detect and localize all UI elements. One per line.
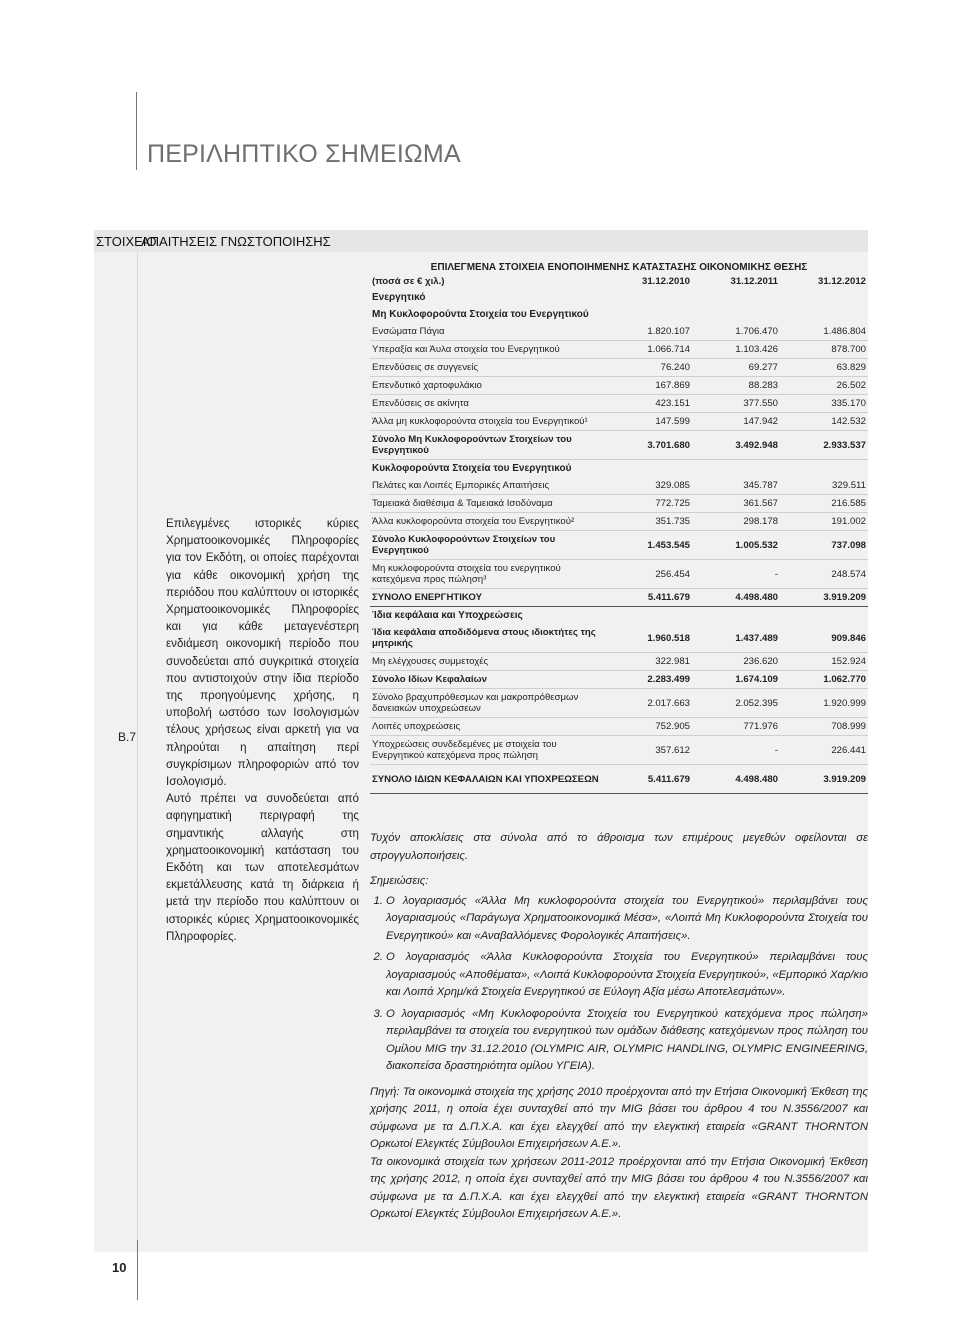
cell-value: 3.492.948 (692, 431, 780, 460)
source-note: Τα οικονομικά στοιχεία των χρήσεων 2011-2012 προέρχονται από την Ετήσια Οικονομική Έκθεση της χρήσης 2012, η οποία έχει συνταχθεί από την MIG βάσει του άρθρου 4 του Ν.3556/2007 και σύμφωνα με τα Δ.Π.Χ.Α. και έχει ελεγχθεί από την ελεγκτική εταιρεία «GRANT THORNTON Ορκωτοί Ελεγκτές Σύμβουλοι Επιχειρήσεων Α.Ε.». (370, 1155, 868, 1220)
section-heading: Ενεργητικό (372, 292, 426, 303)
cell-value: 322.981 (610, 653, 692, 671)
cell-value: 1.453.545 (610, 531, 692, 560)
cell-value: 3.919.209 (780, 765, 868, 794)
cell-value: 4.498.480 (692, 765, 780, 794)
cell-value: 147.942 (692, 413, 780, 431)
cell-value: 4.498.480 (692, 589, 780, 607)
header-item-column: ΣΤΟΙΧΕΙΟ (96, 234, 157, 249)
note-item: 1. Ο λογαριασμός «Άλλα Μη κυκλοφορούντα στοιχεία του Ενεργητικού» περιλαμβάνει τους λογαριασμούς «Παράγωγα Χρηματοοικονομικά Μέσα», «Λοιπά Μη Κυκλοφορούντα Στοιχεία του Ενεργητικού» και «Αναβαλλόμενες Φορολογικές Απαιτήσεις». (386, 893, 868, 946)
cell-value: 191.002 (780, 513, 868, 531)
cell-value: 256.454 (610, 560, 692, 589)
table-row (370, 477, 868, 495)
cell-value: 1.920.999 (780, 689, 868, 718)
cell-value: 335.170 (780, 395, 868, 413)
row-label: Υπεραξία και Άυλα στοιχεία του Ενεργητικού (370, 341, 610, 359)
cell-value: 772.725 (610, 495, 692, 513)
table-row (370, 359, 868, 377)
cell-value: 708.999 (780, 718, 868, 736)
total-row (370, 589, 868, 607)
cell-value: 142.532 (780, 413, 868, 431)
cell-value: 1.062.770 (780, 671, 868, 689)
page-title: ΠΕΡΙΛΗΠΤΙΚΟ ΣΗΜΕΙΩΜΑ (147, 140, 461, 168)
cell-value: 5.411.679 (610, 589, 692, 607)
source-note: Πηγή: Τα οικονομικά στοιχεία της χρήσης 2010 προέρχονται από την Ετήσια Οικονομική Έκθεση της χρήσης 2011, η οποία έχει συνταχθεί από την MIG βάσει του άρθρου 4 του Ν.3556/2007 και σύμφωνα με τα Δ.Π.Χ.Α. και έχει ελεγχθεί από την ελεγκτική εταιρεία «GRANT THORNTON Ορκωτοί Ελεγκτές Σύμβουλοι Επιχειρήσεων Α.Ε.». (370, 1085, 868, 1150)
row-label: Άλλα κυκλοφορούντα στοιχεία του Ενεργητικού² (370, 513, 610, 531)
row-label: Επενδύσεις σε ακίνητα (370, 395, 610, 413)
subtotal-row (370, 671, 868, 689)
section-heading: Κυκλοφορούντα Στοιχεία του Ενεργητικού (372, 463, 572, 474)
header-requirements-column: ΑΠΑΙΤΗΣΕΙΣ ΓΝΩΣΤΟΠΟΙΗΣΗΣ (141, 234, 331, 249)
notes-section (370, 830, 868, 1224)
table-row (370, 341, 868, 359)
row-label: Σύνολο Ιδίων Κεφαλαίων (370, 671, 610, 689)
cell-value: 147.599 (610, 413, 692, 431)
requirements-text (166, 515, 359, 945)
cell-value: 878.700 (780, 341, 868, 359)
row-label: Άλλα μη κυκλοφορούντα στοιχεία του Ενεργητικού¹ (370, 413, 610, 431)
section-heading: Ίδια κεφάλαια και Υποχρεώσεις (372, 610, 523, 621)
cell-value: 361.567 (692, 495, 780, 513)
row-label: ΣΥΝΟΛΟ ΙΔΙΩΝ ΚΕΦΑΛΑΙΩΝ ΚΑΙ ΥΠΟΧΡΕΩΣΕΩΝ (370, 765, 610, 794)
requirements-paragraph: Επιλεγμένες ιστορικές κύριες Χρηματοοικονομικές Πληροφορίες για τον Εκδότη, οι οποίες παρέχονται για κάθε οικονομική χρήση της περιόδου που καλύπτουν οι ιστορικές Χρηματοοικονομικές Πληροφορίες και για κάθε μεταγενέστερη ενδιάμεση οικονομική περίοδο που συνοδεύεται από συγκριτικά στοιχεία που αντιστοιχούν στην ίδια περίοδο της προηγούμενης χρήσης, η υποβολή ωστόσο των Ισολογισμών τέλους χρήσεως είναι αρκετή για να πληρούται η απαίτηση περί συγκρίσιμων πληροφοριών από τον Ισολογισμό. (166, 517, 359, 789)
year-header: 31.12.2012 (817, 275, 866, 287)
cell-value: 351.735 (610, 513, 692, 531)
top-divider (136, 92, 137, 170)
row-label: Σύνολο Κυκλοφορούντων Στοιχείων του Ενεργητικού (370, 531, 610, 560)
table-row (370, 560, 868, 589)
cell-value: 357.612 (610, 736, 692, 765)
section-heading: Μη Κυκλοφορούντα Στοιχεία του Ενεργητικού (372, 309, 589, 320)
unit-label: (ποσά σε € χιλ.) (372, 275, 445, 287)
column-separator (137, 252, 138, 1252)
cell-value: 3.919.209 (780, 589, 868, 607)
row-label: Ενσώματα Πάγια (370, 323, 610, 341)
cell-value: 26.502 (780, 377, 868, 395)
table-row (370, 736, 868, 765)
cell-value: 88.283 (692, 377, 780, 395)
table-row (370, 323, 868, 341)
cell-value: 226.441 (780, 736, 868, 765)
row-label: ΣΥΝΟΛΟ ΕΝΕΡΓΗΤΙΚΟΥ (370, 589, 610, 607)
cell-value: 2.933.537 (780, 431, 868, 460)
cell-value: 2.017.663 (610, 689, 692, 718)
financial-position-table (370, 262, 868, 794)
cell-value: 3.701.680 (610, 431, 692, 460)
cell-value: 752.905 (610, 718, 692, 736)
page-number: 10 (112, 1260, 127, 1275)
cell-value: 152.924 (780, 653, 868, 671)
subtotal-row (370, 531, 868, 560)
table-row (370, 513, 868, 531)
row-label: Μη κυκλοφορούντα στοιχεία του ενεργητικού κατεχόμενα προς πώληση³ (370, 560, 610, 589)
cell-value: 1.486.804 (780, 323, 868, 341)
cell-value: 5.411.679 (610, 765, 692, 794)
cell-value: 76.240 (610, 359, 692, 377)
cell-value: 236.620 (692, 653, 780, 671)
footer-divider (137, 1240, 138, 1300)
cell-value: 1.437.489 (692, 624, 780, 653)
cell-value: 1.674.109 (692, 671, 780, 689)
row-label: Επενδυτικό χαρτοφυλάκιο (370, 377, 610, 395)
table-row (370, 689, 868, 718)
cell-value: - (692, 560, 780, 589)
cell-value: 216.585 (780, 495, 868, 513)
table-row (370, 413, 868, 431)
cell-value: 329.511 (780, 477, 868, 495)
table-row (370, 624, 868, 653)
cell-value: 737.098 (780, 531, 868, 560)
row-label: Ταμειακά διαθέσιμα & Ταμειακά Ισοδύναμα (370, 495, 610, 513)
cell-value: 1.706.470 (692, 323, 780, 341)
cell-value: 377.550 (692, 395, 780, 413)
cell-value: 69.277 (692, 359, 780, 377)
cell-value: 1.820.107 (610, 323, 692, 341)
table-title: ΕΠΙΛΕΓΜΕΝΑ ΣΤΟΙΧΕΙΑ ΕΝΟΠΟΙΗΜΕΝΗΣ ΚΑΤΑΣΤΑΣΗΣ ΟΙΚΟΝΟΜΙΚΗΣ ΘΕΣΗΣ (430, 262, 808, 273)
subtotal-row (370, 431, 868, 460)
row-label: Μη ελέγχουσες συμμετοχές (370, 653, 610, 671)
cell-value: 345.787 (692, 477, 780, 495)
row-label: Υποχρεώσεις συνδεδεμένες με στοιχεία του Ενεργητικού κατεχόμενα προς πώληση (370, 736, 610, 765)
note-item: 3. Ο λογαριασμός «Μη Κυκλοφορούντα Στοιχεία του Ενεργητικού κατεχόμενα προς πώληση» περιλαμβάνει τα στοιχεία του ενεργητικού των ομάδων διάθεσης κατεχόμενων προς πώληση του Ομίλου MIG την 31.12.2010 (OLYMPIC AIR, OLYMPIC HANDLING, OLYMPIC ENGINEERING, διακοπείσα δραστηριότητα ομίλου ΥΓΕΙΑ). (386, 1006, 868, 1076)
notes-list (370, 893, 868, 1076)
cell-value: 63.829 (780, 359, 868, 377)
year-header: 31.12.2011 (730, 275, 778, 287)
cell-value: 298.178 (692, 513, 780, 531)
year-header: 31.12.2010 (641, 275, 690, 287)
table-row (370, 653, 868, 671)
cell-value: 909.846 (780, 624, 868, 653)
cell-value: 1.005.532 (692, 531, 780, 560)
table-row (370, 377, 868, 395)
row-label: Σύνολο βραχυπρόθεσμων και μακροπρόθεσμων δανειακών υποχρεώσεων (370, 689, 610, 718)
cell-value: 1.066.714 (610, 341, 692, 359)
total-row (370, 765, 868, 794)
row-label: Επενδύσεις σε συγγενείς (370, 359, 610, 377)
notes-title: Σημειώσεις: (370, 875, 429, 887)
table-row (370, 718, 868, 736)
requirements-paragraph: Αυτό πρέπει να συνοδεύεται από αφηγηματική περιγραφή της σημαντικής αλλαγής στη χρηματοοικονομική κατάσταση του Εκδότη και των αποτελεσμάτων εκμετάλλευσης κατά τη διάρκεια ή μετά την περίοδο που καλύπτουν οι ιστορικές κύριες Χρηματοοικονομικές Πληροφορίες. (166, 792, 359, 943)
cell-value: 1.960.518 (610, 624, 692, 653)
rounding-note: Τυχόν αποκλίσεις στα σύνολα από το άθροισμα των επιμέρους μεγεθών οφείλονται σε στρογγυλοποιήσεις. (370, 832, 868, 862)
cell-value: - (692, 736, 780, 765)
row-label: Πελάτες και Λοιπές Εμπορικές Απαιτήσεις (370, 477, 610, 495)
cell-value: 2.283.499 (610, 671, 692, 689)
cell-value: 423.151 (610, 395, 692, 413)
note-item: 2. Ο λογαριασμός «Άλλα Κυκλοφορούντα Στοιχεία του Ενεργητικού» περιλαμβάνει τους λογαριασμούς «Αποθέματα», «Λοιπά Κυκλοφορούντα Στοιχεία Ενεργητικού», «Εμπορικό Χαρ/κιο και Λοιπά Χρημ/κά Στοιχεία Ενεργητικού σε Εύλογη Αξία μέσω Αποτελεσμάτων». (386, 949, 868, 1002)
row-label: Σύνολο Μη Κυκλοφορούντων Στοιχείων του Ενεργητικού (370, 431, 610, 460)
cell-value: 248.574 (780, 560, 868, 589)
table-row (370, 395, 868, 413)
cell-value: 1.103.426 (692, 341, 780, 359)
table-row (370, 495, 868, 513)
cell-value: 167.869 (610, 377, 692, 395)
cell-value: 329.085 (610, 477, 692, 495)
item-number: B.7 (118, 730, 137, 744)
row-label: Ίδια κεφάλαια αποδιδόμενα στους ιδιοκτήτες της μητρικής (370, 624, 610, 653)
cell-value: 2.052.395 (692, 689, 780, 718)
cell-value: 771.976 (692, 718, 780, 736)
row-label: Λοιπές υποχρεώσεις (370, 718, 610, 736)
